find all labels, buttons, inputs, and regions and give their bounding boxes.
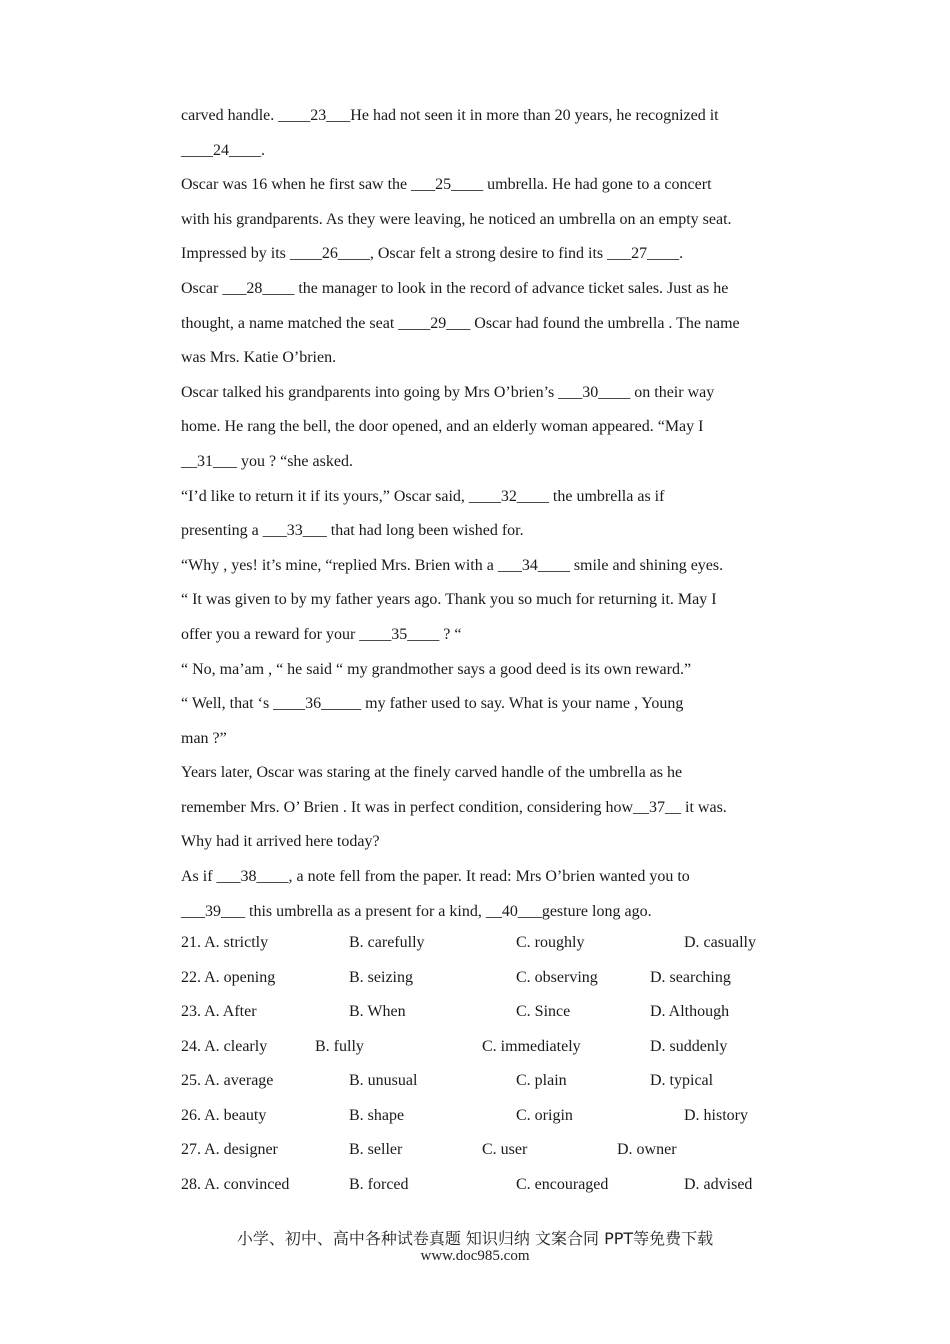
question-22-options	[181, 961, 781, 996]
option-c: C. origin	[516, 1106, 573, 1124]
passage-line: As if ___38____, a note fell from the paper. It read: Mrs O’brien wanted you to	[181, 868, 690, 886]
question-25-options	[181, 1064, 781, 1099]
option-b: B. seizing	[349, 968, 413, 986]
passage-line: remember Mrs. O’ Brien . It was in perfect condition, considering how__37__ it was.	[181, 798, 727, 816]
passage-line: Impressed by its ____26____, Oscar felt a strong desire to find its ___27____.	[181, 245, 684, 263]
passage-line: Why had it arrived here today?	[181, 833, 380, 851]
option-d: D. history	[684, 1106, 748, 1124]
passage-line: “ No, ma’am , “ he said “ my grandmother says a good deed is its own reward.”	[181, 660, 692, 678]
passage-line: ____24____.	[181, 141, 265, 159]
option-d: D. searching	[650, 968, 731, 986]
footer-title: 小学、初中、高中各种试卷真题 知识归纳 文案合同 PPT等免费下载	[236, 1229, 714, 1248]
option-a: 27. A. designer	[181, 1141, 278, 1158]
option-b: B. carefully	[349, 934, 425, 951]
option-b: B. unusual	[349, 1072, 418, 1089]
passage-line: man ?”	[181, 729, 227, 747]
option-a: 24. A. clearly	[181, 1037, 268, 1055]
passage-line: offer you a reward for your ____35____ ? “	[181, 625, 462, 643]
option-a: 25. A. average	[181, 1072, 274, 1089]
option-b: B. forced	[349, 1175, 409, 1193]
option-d: D. suddenly	[650, 1037, 728, 1055]
option-a: 26. A. beauty	[181, 1106, 267, 1124]
question-27-options	[181, 1133, 781, 1168]
option-c: C. plain	[516, 1072, 567, 1089]
passage-line: presenting a ___33___ that had long been wished for.	[181, 522, 524, 540]
passage-line: carved handle. ____23___He had not seen it in more than 20 years, he recognized it	[181, 107, 719, 124]
passage-line: Oscar talked his grandparents into going by Mrs O’brien’s ___30____ on their way	[181, 383, 715, 401]
passage-line: thought, a name matched the seat ____29___ Oscar had found the umbrella . The name	[181, 314, 740, 332]
passage-line: ___39___ this umbrella as a present for a kind, __40___gesture long ago.	[181, 902, 652, 920]
option-b: B. shape	[349, 1106, 405, 1124]
option-d: D. casually	[684, 934, 756, 951]
option-d: D. Although	[650, 1003, 730, 1020]
answer-options	[181, 926, 781, 1202]
passage-line: Oscar ___28____ the manager to look in the record of advance ticket sales. Just as he	[181, 279, 729, 297]
option-d: D. advised	[684, 1175, 753, 1193]
option-d: D. owner	[617, 1141, 677, 1158]
question-24-options	[181, 1030, 781, 1065]
passage-line: was Mrs. Katie O’brien.	[181, 349, 337, 367]
option-c: C. user	[482, 1141, 528, 1158]
option-c: C. roughly	[516, 934, 585, 951]
cloze-passage	[181, 99, 781, 929]
option-b: B. fully	[315, 1037, 364, 1055]
option-c: C. Since	[516, 1003, 571, 1020]
passage-line: __31___ you ? “she asked.	[181, 452, 353, 470]
option-c: C. immediately	[482, 1037, 581, 1055]
option-b: B. When	[349, 1003, 406, 1020]
passage-line: Oscar was 16 when he first saw the ___25____ umbrella. He had gone to a concert	[181, 176, 712, 194]
passage-line: home. He rang the bell, the door opened, and an elderly woman appeared. “May I	[181, 418, 704, 436]
option-a: 21. A. strictly	[181, 934, 269, 951]
footer-url[interactable]: www.doc985.com	[420, 1248, 530, 1264]
question-23-options	[181, 995, 781, 1030]
passage-line: “I’d like to return it if its yours,” Oscar said, ____32____ the umbrella as if	[181, 487, 665, 505]
option-a: 28. A. convinced	[181, 1175, 290, 1193]
question-21-options	[181, 926, 781, 961]
option-a: 22. A. opening	[181, 968, 276, 986]
passage-line: with his grandparents. As they were leaving, he noticed an umbrella on an empty seat.	[181, 210, 732, 228]
passage-line: “ It was given to by my father years ago. Thank you so much for returning it. May I	[181, 591, 717, 609]
option-b: B. seller	[349, 1141, 403, 1158]
option-c: C. encouraged	[516, 1175, 609, 1193]
option-d: D. typical	[650, 1072, 714, 1089]
passage-line: “ Well, that ‘s ____36_____ my father used to say. What is your name , Young	[181, 695, 684, 713]
option-a: 23. A. After	[181, 1003, 257, 1020]
question-28-options	[181, 1168, 781, 1203]
option-c: C. observing	[516, 968, 598, 986]
passage-line: Years later, Oscar was staring at the finely carved handle of the umbrella as he	[181, 764, 683, 782]
passage-line: “Why , yes! it’s mine, “replied Mrs. Brien with a ___34____ smile and shining eyes.	[181, 556, 724, 574]
question-26-options	[181, 1099, 781, 1134]
